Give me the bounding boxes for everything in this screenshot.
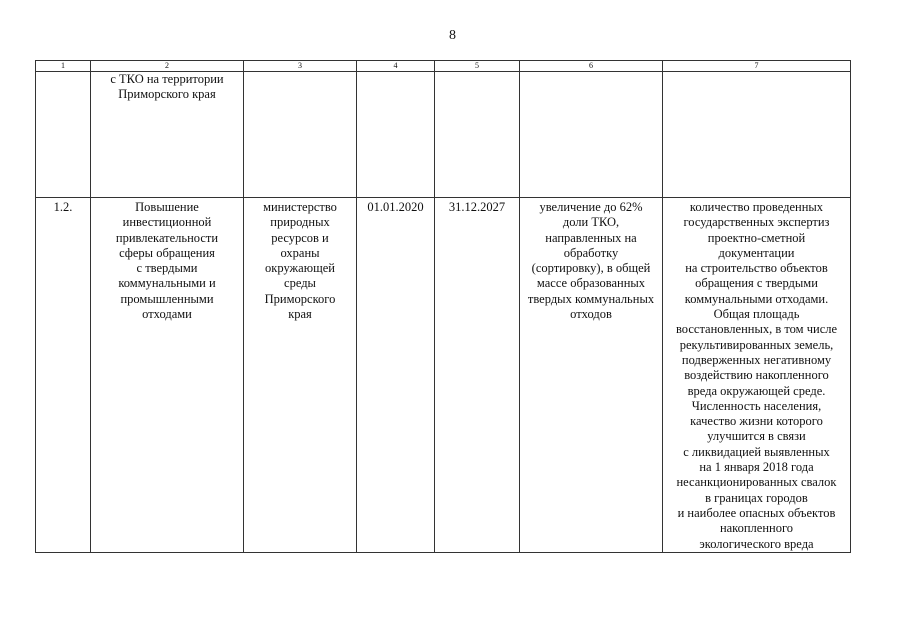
text-line: с твердыми	[136, 261, 198, 276]
table-row	[36, 198, 851, 553]
text-line: на строительство объектов	[685, 261, 828, 276]
text-line: твердых коммунальных	[527, 291, 655, 306]
column-number: 5	[435, 61, 520, 72]
text-line: на 1 января 2018 года	[699, 460, 814, 475]
measures-table	[35, 60, 851, 553]
text-line: Приморского края	[118, 87, 216, 102]
text-line: экологического вреда	[699, 536, 814, 551]
text-line: массе образованных	[536, 276, 646, 291]
text-line: проектно-сметной	[707, 230, 806, 245]
text-line: рекультивированных земель,	[679, 337, 834, 352]
cell-start-date	[357, 72, 435, 198]
column-number: 4	[357, 61, 435, 72]
column-number: 3	[244, 61, 357, 72]
text-line: государственных экспертиз	[683, 215, 830, 230]
text-line: привлекательности	[115, 230, 219, 245]
text-line: Приморского	[264, 291, 336, 306]
text-line: доли ТКО,	[562, 215, 620, 230]
cell-responsible	[244, 72, 357, 198]
text-line: ресурсов и	[271, 230, 329, 245]
text-line: качество жизни которого	[690, 414, 823, 429]
cell-indicators	[663, 198, 851, 553]
text-line: улучшится в связи	[707, 429, 806, 444]
text-line: природных	[270, 215, 330, 230]
text-line: отходов	[570, 307, 612, 322]
column-number: 1	[36, 61, 91, 72]
text-line: охраны	[280, 245, 320, 260]
text-line: несанкционированных свалок	[676, 475, 837, 490]
text-line: обработку	[563, 245, 619, 260]
text-line: промышленными	[120, 291, 214, 306]
text-line: восстановленных, в том числе	[675, 322, 838, 337]
cell-result	[520, 198, 663, 553]
text-line: направленных на	[545, 230, 637, 245]
cell-responsible	[244, 198, 357, 553]
text-line: накопленного	[719, 521, 794, 536]
text-line: с ликвидацией выявленных	[683, 444, 830, 459]
text-line: воздействию накопленного	[684, 368, 829, 383]
text-line: министерство	[263, 200, 337, 214]
text-line: документации	[718, 245, 795, 260]
cell-number	[36, 72, 91, 198]
text-line: Повышение	[135, 200, 199, 214]
text-line: с ТКО на территории	[110, 72, 224, 86]
text-line: в границах городов	[705, 490, 808, 505]
text-line: количество проведенных	[689, 200, 824, 214]
column-number: 6	[520, 61, 663, 72]
cell-start-date: 01.01.2020	[357, 198, 435, 553]
continuation-row	[36, 72, 851, 198]
column-number: 7	[663, 61, 851, 72]
text-line: окружающей	[265, 261, 335, 276]
text-line: (сортировку), в общей	[531, 261, 651, 276]
cell-indicators	[663, 72, 851, 198]
text-line: и наиболее опасных объектов	[677, 505, 836, 520]
cell-result	[520, 72, 663, 198]
column-number: 2	[91, 61, 244, 72]
cell-measure	[91, 72, 244, 198]
text-line: коммунальными и	[118, 276, 216, 291]
text-line: края	[288, 307, 312, 322]
text-line: инвестиционной	[122, 215, 212, 230]
text-line: Численность населения,	[691, 398, 822, 413]
page-number: 8	[449, 28, 456, 43]
column-number-row	[36, 61, 851, 72]
text-line: обращения с твердыми	[695, 276, 818, 291]
text-line: среды	[284, 276, 316, 291]
text-line: Общая площадь	[713, 307, 800, 322]
cell-measure	[91, 198, 244, 553]
text-line: сферы обращения	[119, 245, 215, 260]
text-line: вреда окружающей среде.	[687, 383, 826, 398]
text-line: отходами	[142, 307, 192, 322]
text-line: подверженных негативному	[681, 352, 832, 367]
cell-end-date: 31.12.2027	[435, 198, 520, 553]
cell-end-date	[435, 72, 520, 198]
text-line: увеличение до 62%	[539, 200, 643, 214]
text-line: коммунальными отходами.	[684, 291, 829, 306]
cell-number: 1.2.	[36, 198, 91, 553]
